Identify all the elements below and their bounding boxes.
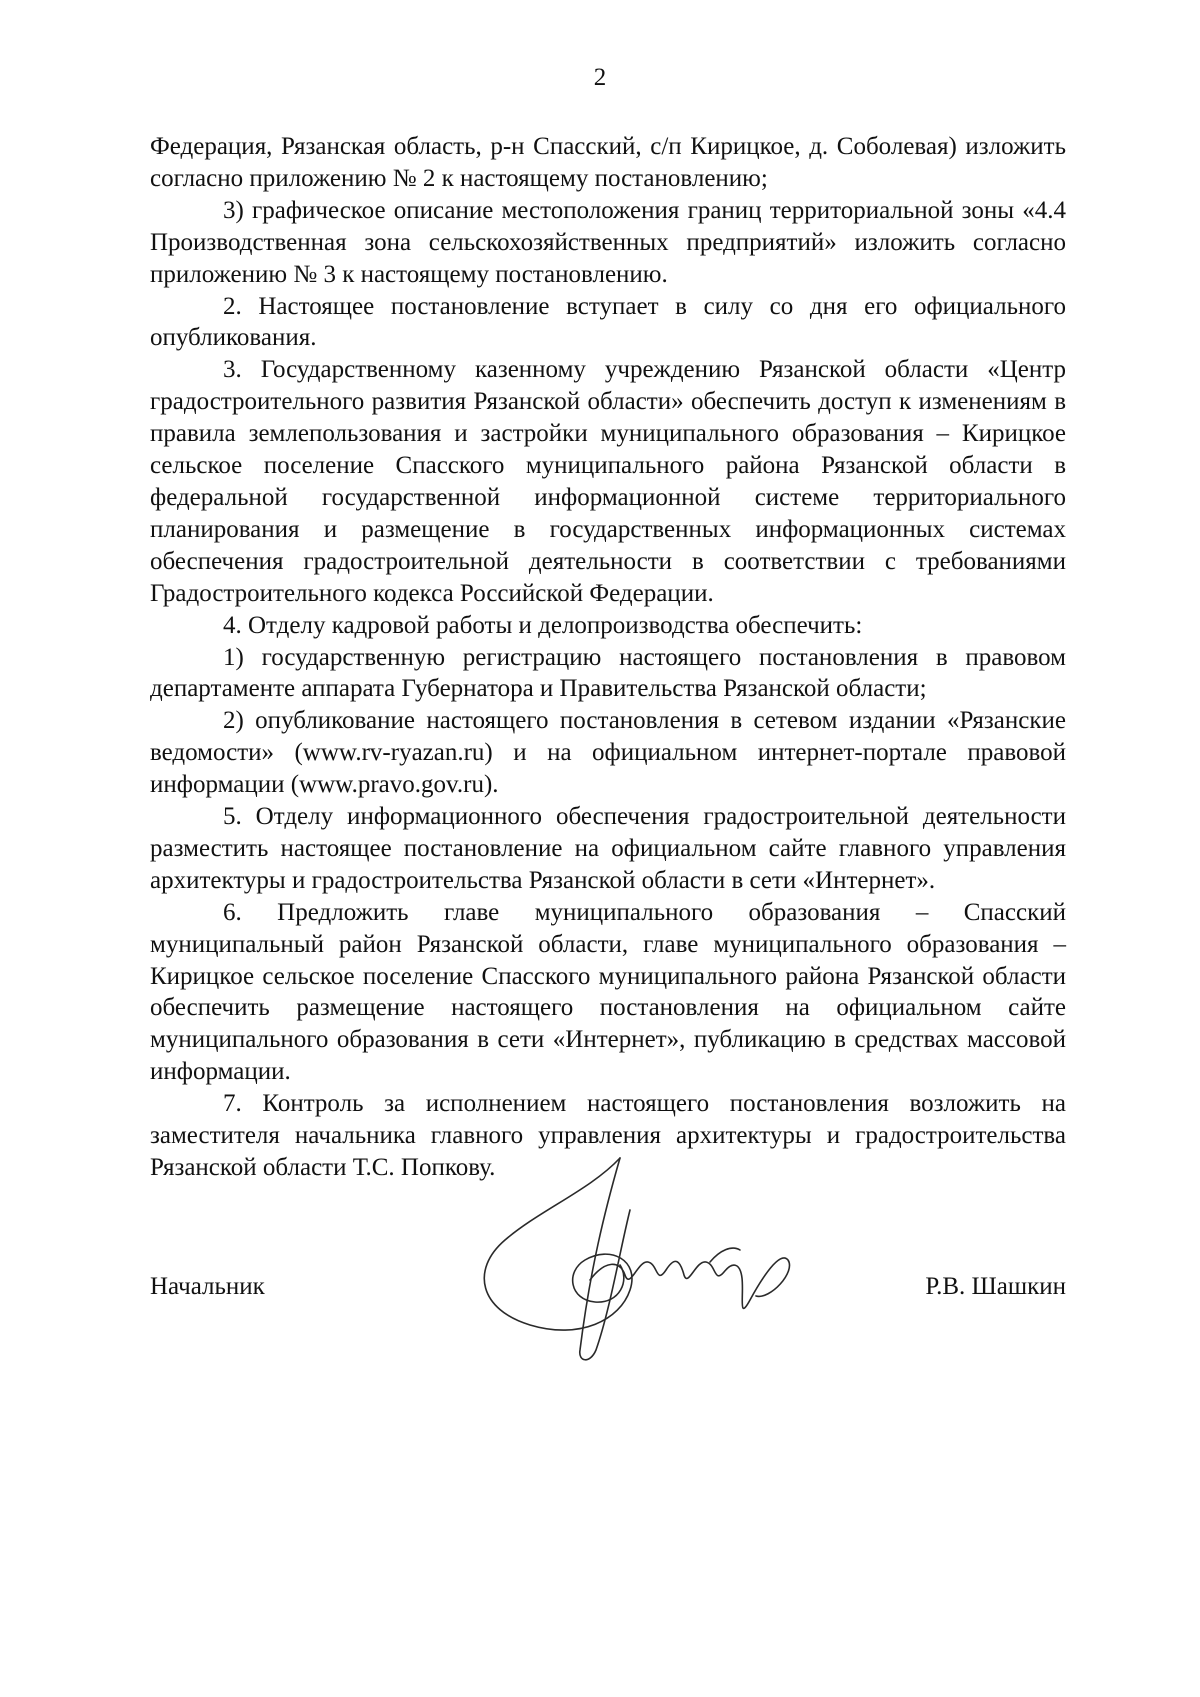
paragraph-subitem-4-1: 1) государственную регистрацию настоящего постановления в правовом департаменте аппарата Губернатора и Правительства Рязанской области; <box>150 643 1066 703</box>
document-body <box>150 131 1066 1184</box>
paragraph-item-7: 7. Контроль за исполнением настоящего постановления возложить на заместителя начальника главного управления архитектуры и градостроительства Рязанской области Т.С. Попкову. <box>150 1090 1066 1181</box>
paragraph-subitem-4-2: 2) опубликование настоящего постановления в сетевом издании «Рязанские ведомости» (www.rv-ryazan.ru) и на официальном интернет-портале правовой информации (www.pravo.gov.ru). <box>150 707 1066 799</box>
paragraph-item-4: 4. Отделу кадровой работы и делопроизводства обеспечить: <box>223 611 863 639</box>
paragraph-continuation: Федерация, Рязанская область, р-н Спасский, с/п Кирицкое, д. Соболевая) изложить согласно приложению № 2 к настоящему постановлению; <box>150 133 1066 192</box>
paragraph-item-6: 6. Предложить главе муниципального образования – Спасский муниципальный район Рязанской области, главе муниципального образования – Кирицкое сельское поселение Спасского муниципального района Рязанской области обеспечить размещение настоящего постановления на официальном сайте муниципального образования в сети «Интернет», публикацию в средствах массовой информации. <box>150 898 1066 1086</box>
paragraph-item-2: 2. Настоящее постановление вступает в силу со дня его официального опубликования. <box>150 292 1066 352</box>
page-number: 2 <box>593 64 607 91</box>
paragraph-item-3: 3. Государственному казенному учреждению Рязанской области «Центр градостроительного развития Рязанской области» обеспечить доступ к изменениям в правила землепользования и застройки муниципального образования – Кирицкое сельское поселение Спасского муниципального района Рязанской области в федеральной государственной информационной системе территориального планирования и размещение в государственных информационных системах обеспечения градостроительной деятельности в соответствии с требованиями Градостроительного кодекса Российской Федерации. <box>150 356 1066 607</box>
handwritten-signature <box>470 1150 800 1370</box>
paragraph-subitem-3: 3) графическое описание местоположения границ территориальной зоны «4.4 Производственная зона сельскохозяйственных предприятий» изложить согласно приложению № 3 к настоящему постановлению. <box>150 196 1066 288</box>
signatory-title: Начальник <box>150 1273 265 1300</box>
signatory-name: Р.В. Шашкин <box>925 1273 1066 1300</box>
paragraph-item-5: 5. Отделу информационного обеспечения градостроительной деятельности разместить настоящее постановление на официальном сайте главного управления архитектуры и градостроительства Рязанской области в сети «Интернет». <box>150 803 1066 894</box>
signature-block <box>150 1270 1066 1304</box>
